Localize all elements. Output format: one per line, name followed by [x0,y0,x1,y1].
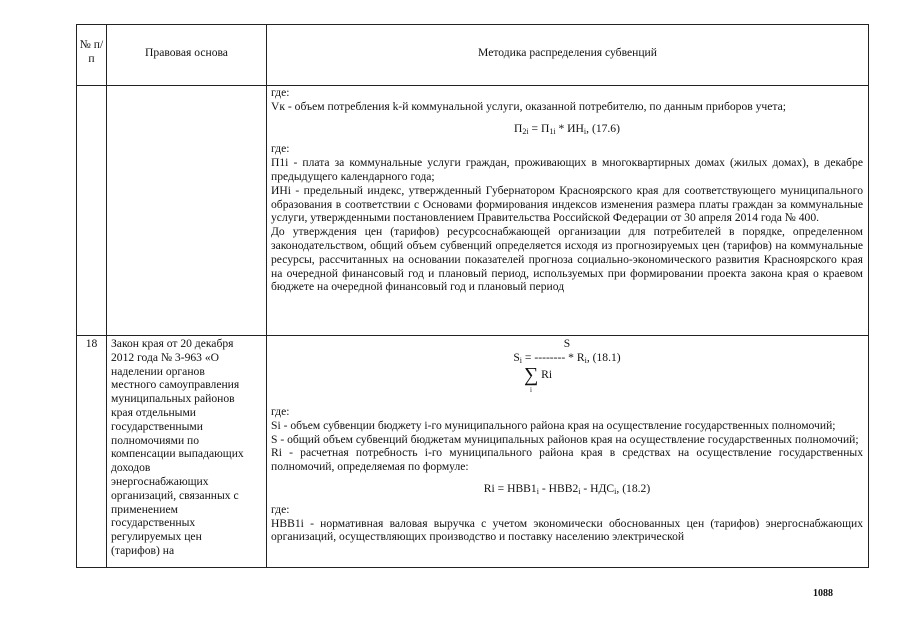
table-border-bottom [76,567,869,568]
formula-18-1 [271,337,863,399]
tariff-paragraph: До утверждения цен (тарифов) ресурсоснабжающей организации для потребителей в порядке, определенном законодательством, общий объем субвенций определяется исходя из прогнозируемых цен (тарифов) на коммунальные ресурсы, рассчитанных на основании показателей прогноза социально-экономического развития Красноярского края на очередной финансовый год и плановый период, используемых при формировании проекта закона края о краевом бюджете на очередной финансовый год и плановый период [271,225,863,294]
basis-line: государственных [111,516,196,530]
definition-ini: ИНi - предельный индекс, утвержденный Губернатором Красноярского края для соответствующего муниципального образования в соответствии с Основами формирования индексов изменения размера платы граждан за коммунальные услуги, утвержденными постановлением Правительства Российской Федерации от 30 апреля 2014 года № 400. [271,183,863,225]
definition-p1i: П1i - плата за коммунальные услуги граждан, проживающих в многоквартирных домах (жилых домах), в декабре предыдущего календарного года; [271,156,863,183]
formula-main-line: $S_i$ = -------- * $R_i$, (18.1) [513,351,621,365]
table-border-right [868,24,869,568]
row-18-method [271,337,863,544]
document-table [76,24,869,568]
basis-line: полномочиями по [111,433,200,447]
definition-si: Si - объем субвенции бюджету i-го муниципального района края на осуществление государственных полномочий; [271,418,836,432]
basis-line: энергоснабжающих [111,474,209,488]
formula-denominator [524,364,604,394]
header-num [77,38,106,66]
basis-line: муниципальных районов [111,392,235,406]
basis-line: регулируемых цен [111,530,202,544]
where-label: где: [271,142,290,156]
table-border-left [76,24,77,568]
basis-line: 2012 года № 3-963 «О [111,350,220,364]
header-basis: Правовая основа [145,46,228,59]
sum-symbol: ∑ [524,364,539,386]
basis-line: доходов [111,461,151,475]
page-number: 1088 [813,588,833,599]
basis-line: применением [111,502,178,516]
formula-17-6: $П_{2i} = П_{1i} * ИН_i$, (17.6) [514,121,620,136]
header-method: Методика распределения субвенций [478,46,657,59]
basis-line: (тарифов) на [111,543,175,557]
formula-numerator: S [563,337,571,350]
row-18-basis [111,337,266,558]
row-divider [76,335,869,336]
definition-vk: Vк - объем потребления k-й коммунальной услуги, оказанной потребителю, по данным приборов учета; [271,99,786,113]
column-divider-1 [106,24,107,568]
sum-subscript: i [530,386,532,394]
definition-nvv1: НВВ1i - нормативная валовая выручка с учетом экономически обоснованных цен (тарифов) энергоснабжающих организаций, осуществляющих производство и поставку населению электрической [271,516,863,544]
column-divider-2 [266,24,267,568]
formula-18-2: $Ri = НВВ1_i - НВВ2_i - НДС_i$, (18.2) [483,481,651,496]
table-border-top [76,24,869,25]
basis-line: государственными [111,419,203,433]
header-num-label: № п/п [79,38,104,65]
where-label: где: [271,502,290,516]
where-label: где: [271,86,290,99]
basis-line: компенсации выпадающих [111,447,244,461]
basis-line: наделении органов [111,364,205,378]
where-label: где: [271,405,290,418]
basis-line: края отдельными [111,405,197,419]
denominator-text: Ri [541,368,553,381]
basis-line: местного самоуправления [111,378,240,392]
basis-line: организаций, связанных с [111,488,239,502]
continued-row-method [271,86,863,294]
basis-line: Закон края от 20 декабря [111,337,234,350]
row-18-number: 18 [85,337,98,350]
definition-ri: Ri - расчетная потребность i-го муниципального района края в средствах на осуществление государственных полномочий, определяемая по формуле: [271,446,863,474]
definition-s: S - общий объем субвенций бюджетам муниципальных районов края на осуществление государственных полномочий; [271,432,859,446]
